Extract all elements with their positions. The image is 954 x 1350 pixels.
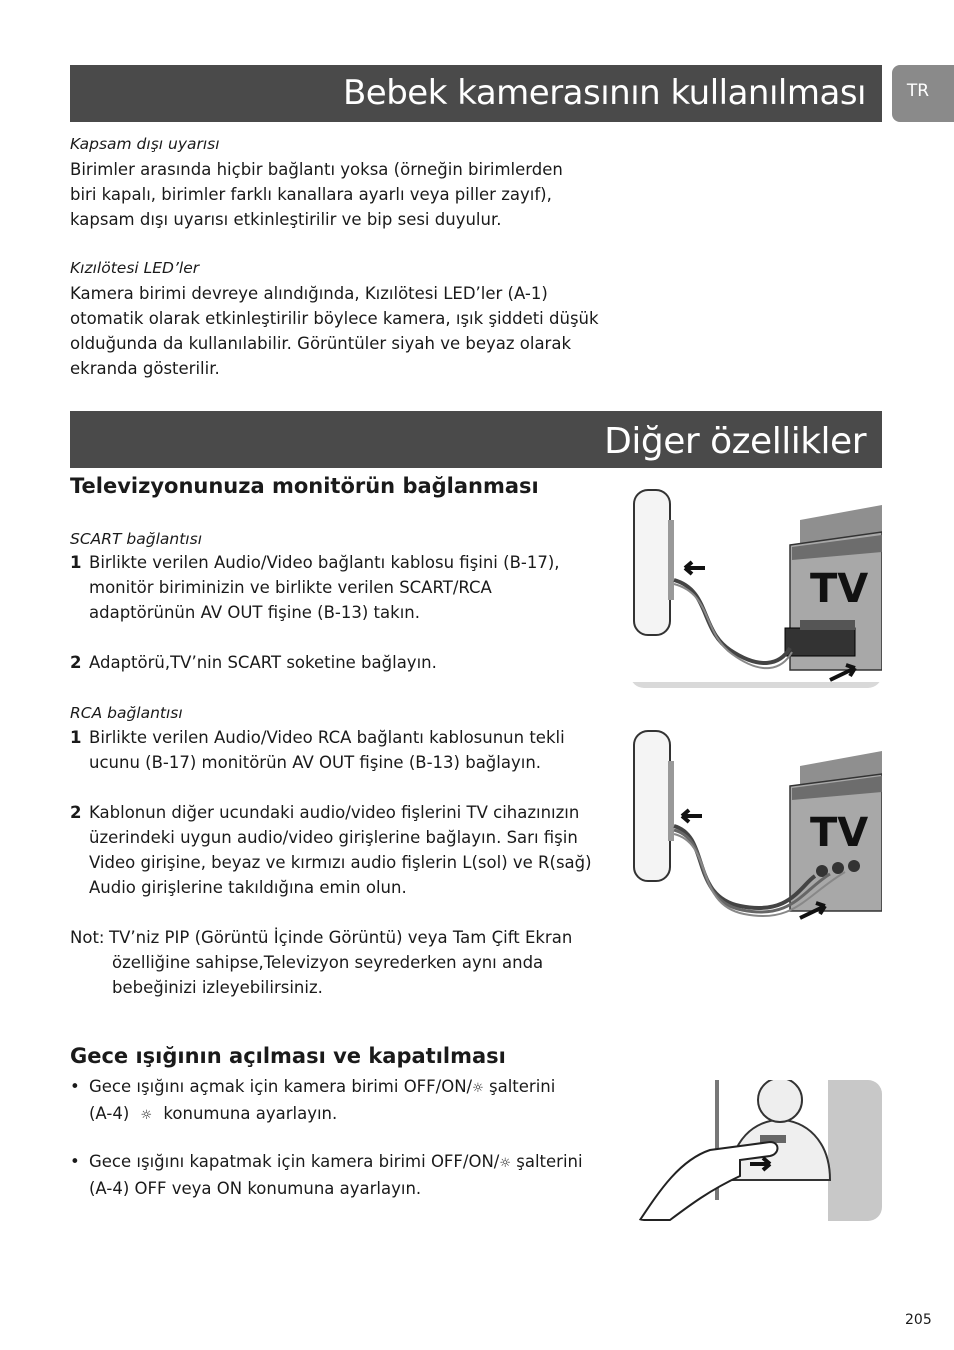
scart-step-1 (70, 550, 630, 625)
section-banner: Diğer özellikler (70, 411, 882, 468)
bullet-text: (A-4) OFF veya ON konumuna ayarlayın. (89, 1179, 422, 1198)
note-line: TV’niz PIP (Görüntü İçinde Görüntü) veya Tam Çift Ekran (109, 928, 573, 947)
step-line: üzerindeki uygun audio/video girişlerine bağlayın. Sarı fişin (89, 828, 578, 847)
body-line: otomatik olarak etkinleştirilir böylece kamera, ışık şiddeti düşük (70, 309, 599, 328)
step-line: adaptörünün AV OUT fişine (B-13) takın. (89, 603, 420, 622)
night-light-svg (630, 1080, 882, 1221)
note-label: Not: (70, 928, 105, 947)
step-number: 1 (70, 553, 82, 572)
bullet-text: Gece ışığını kapatmak için kamera birimi OFF/ON/ (89, 1152, 500, 1171)
step-line: Adaptörü,TV’nin SCART soketine bağlayın. (89, 653, 437, 672)
step-line: monitör biriminizin ve birlikte verilen SCART/RCA (89, 578, 492, 597)
infrared-led-section (70, 256, 599, 381)
rca-connection-illustration (630, 726, 882, 932)
page-number: 205 (905, 1312, 932, 1328)
body-line: kapsam dışı uyarısı etkinleştirilir ve bip sesi duyulur. (70, 210, 502, 229)
step-line: Video girişine, beyaz ve kırmızı audio fişlerin L(sol) ve R(sağ) (89, 853, 592, 872)
bullet-text: Gece ışığını açmak için kamera birimi OFF/ON/ (89, 1077, 473, 1096)
sun-icon: ☼ (472, 1081, 484, 1096)
scart-title: SCART bağlantısı (70, 530, 202, 548)
body-line: Kamera birimi devreye alındığında, Kızılötesi LED’ler (A-1) (70, 284, 548, 303)
bullet: • (70, 1152, 80, 1171)
step-number: 1 (70, 728, 82, 747)
step-line: Audio girişlerine takıldığına emin olun. (89, 878, 407, 897)
scart-diagram-svg (630, 480, 882, 688)
night-bullet-2 (70, 1149, 630, 1201)
step-line: Birlikte verilen Audio/Video RCA bağlantı kablosunun tekli (89, 728, 565, 747)
rca-diagram-svg (630, 726, 882, 932)
language-tab: TR (892, 65, 954, 122)
bullet-text: konumuna ayarlayın. (163, 1104, 338, 1123)
bullet-text: (A-4) (89, 1104, 130, 1123)
sun-icon: ☼ (499, 1156, 512, 1171)
rca-title: RCA bağlantısı (70, 704, 183, 722)
body-line: ekranda gösterilir. (70, 359, 220, 378)
rca-step-2 (70, 800, 630, 900)
tv-label: TV (810, 810, 869, 856)
tv-label: TV (810, 566, 869, 612)
step-number: 2 (70, 653, 82, 672)
night-light-illustration (630, 1080, 882, 1221)
section-subtitle: Kızılötesi LED’ler (70, 259, 200, 277)
section-subtitle: Kapsam dışı uyarısı (70, 135, 220, 153)
body-line: olduğunda da kullanılabilir. Görüntüler siyah ve beyaz olarak (70, 334, 572, 353)
step-line: Kablonun diğer ucundaki audio/video fişlerini TV cihazınızın (89, 803, 580, 822)
sun-icon: ☼ (140, 1108, 153, 1123)
scart-connection-illustration (630, 480, 882, 688)
night-light-heading: Gece ışığının açılması ve kapatılması (70, 1044, 506, 1068)
body-line: Birimler arasında hiçbir bağlantı yoksa (örneğin birimlerden (70, 160, 563, 179)
scart-subtitle (70, 527, 202, 552)
rca-step-1 (70, 725, 630, 775)
chapter-banner: Bebek kamerasının kullanılması (70, 65, 882, 122)
step-number: 2 (70, 803, 82, 822)
note-line: özelliğine sahipse,Televizyon seyrederken aynı anda (112, 953, 544, 972)
scart-step-2 (70, 650, 630, 675)
step-line: Birlikte verilen Audio/Video bağlantı kablosu fişini (B-17), (89, 553, 560, 572)
out-of-range-section (70, 132, 563, 232)
note (70, 925, 630, 1000)
bullet-text: şalterini (489, 1077, 556, 1096)
night-bullet-1 (70, 1074, 630, 1128)
tv-connection-heading: Televizyonunuza monitörün bağlanması (70, 474, 539, 498)
bullet-text: şalterini (516, 1152, 583, 1171)
step-line: ucunu (B-17) monitörün AV OUT fişine (B-13) bağlayın. (89, 753, 542, 772)
note-line: bebeğinizi izleyebilirsiniz. (112, 978, 323, 997)
bullet: • (70, 1077, 80, 1096)
body-line: biri kapalı, birimler farklı kanallara ayarlı veya piller zayıf), (70, 185, 552, 204)
rca-subtitle (70, 701, 183, 726)
